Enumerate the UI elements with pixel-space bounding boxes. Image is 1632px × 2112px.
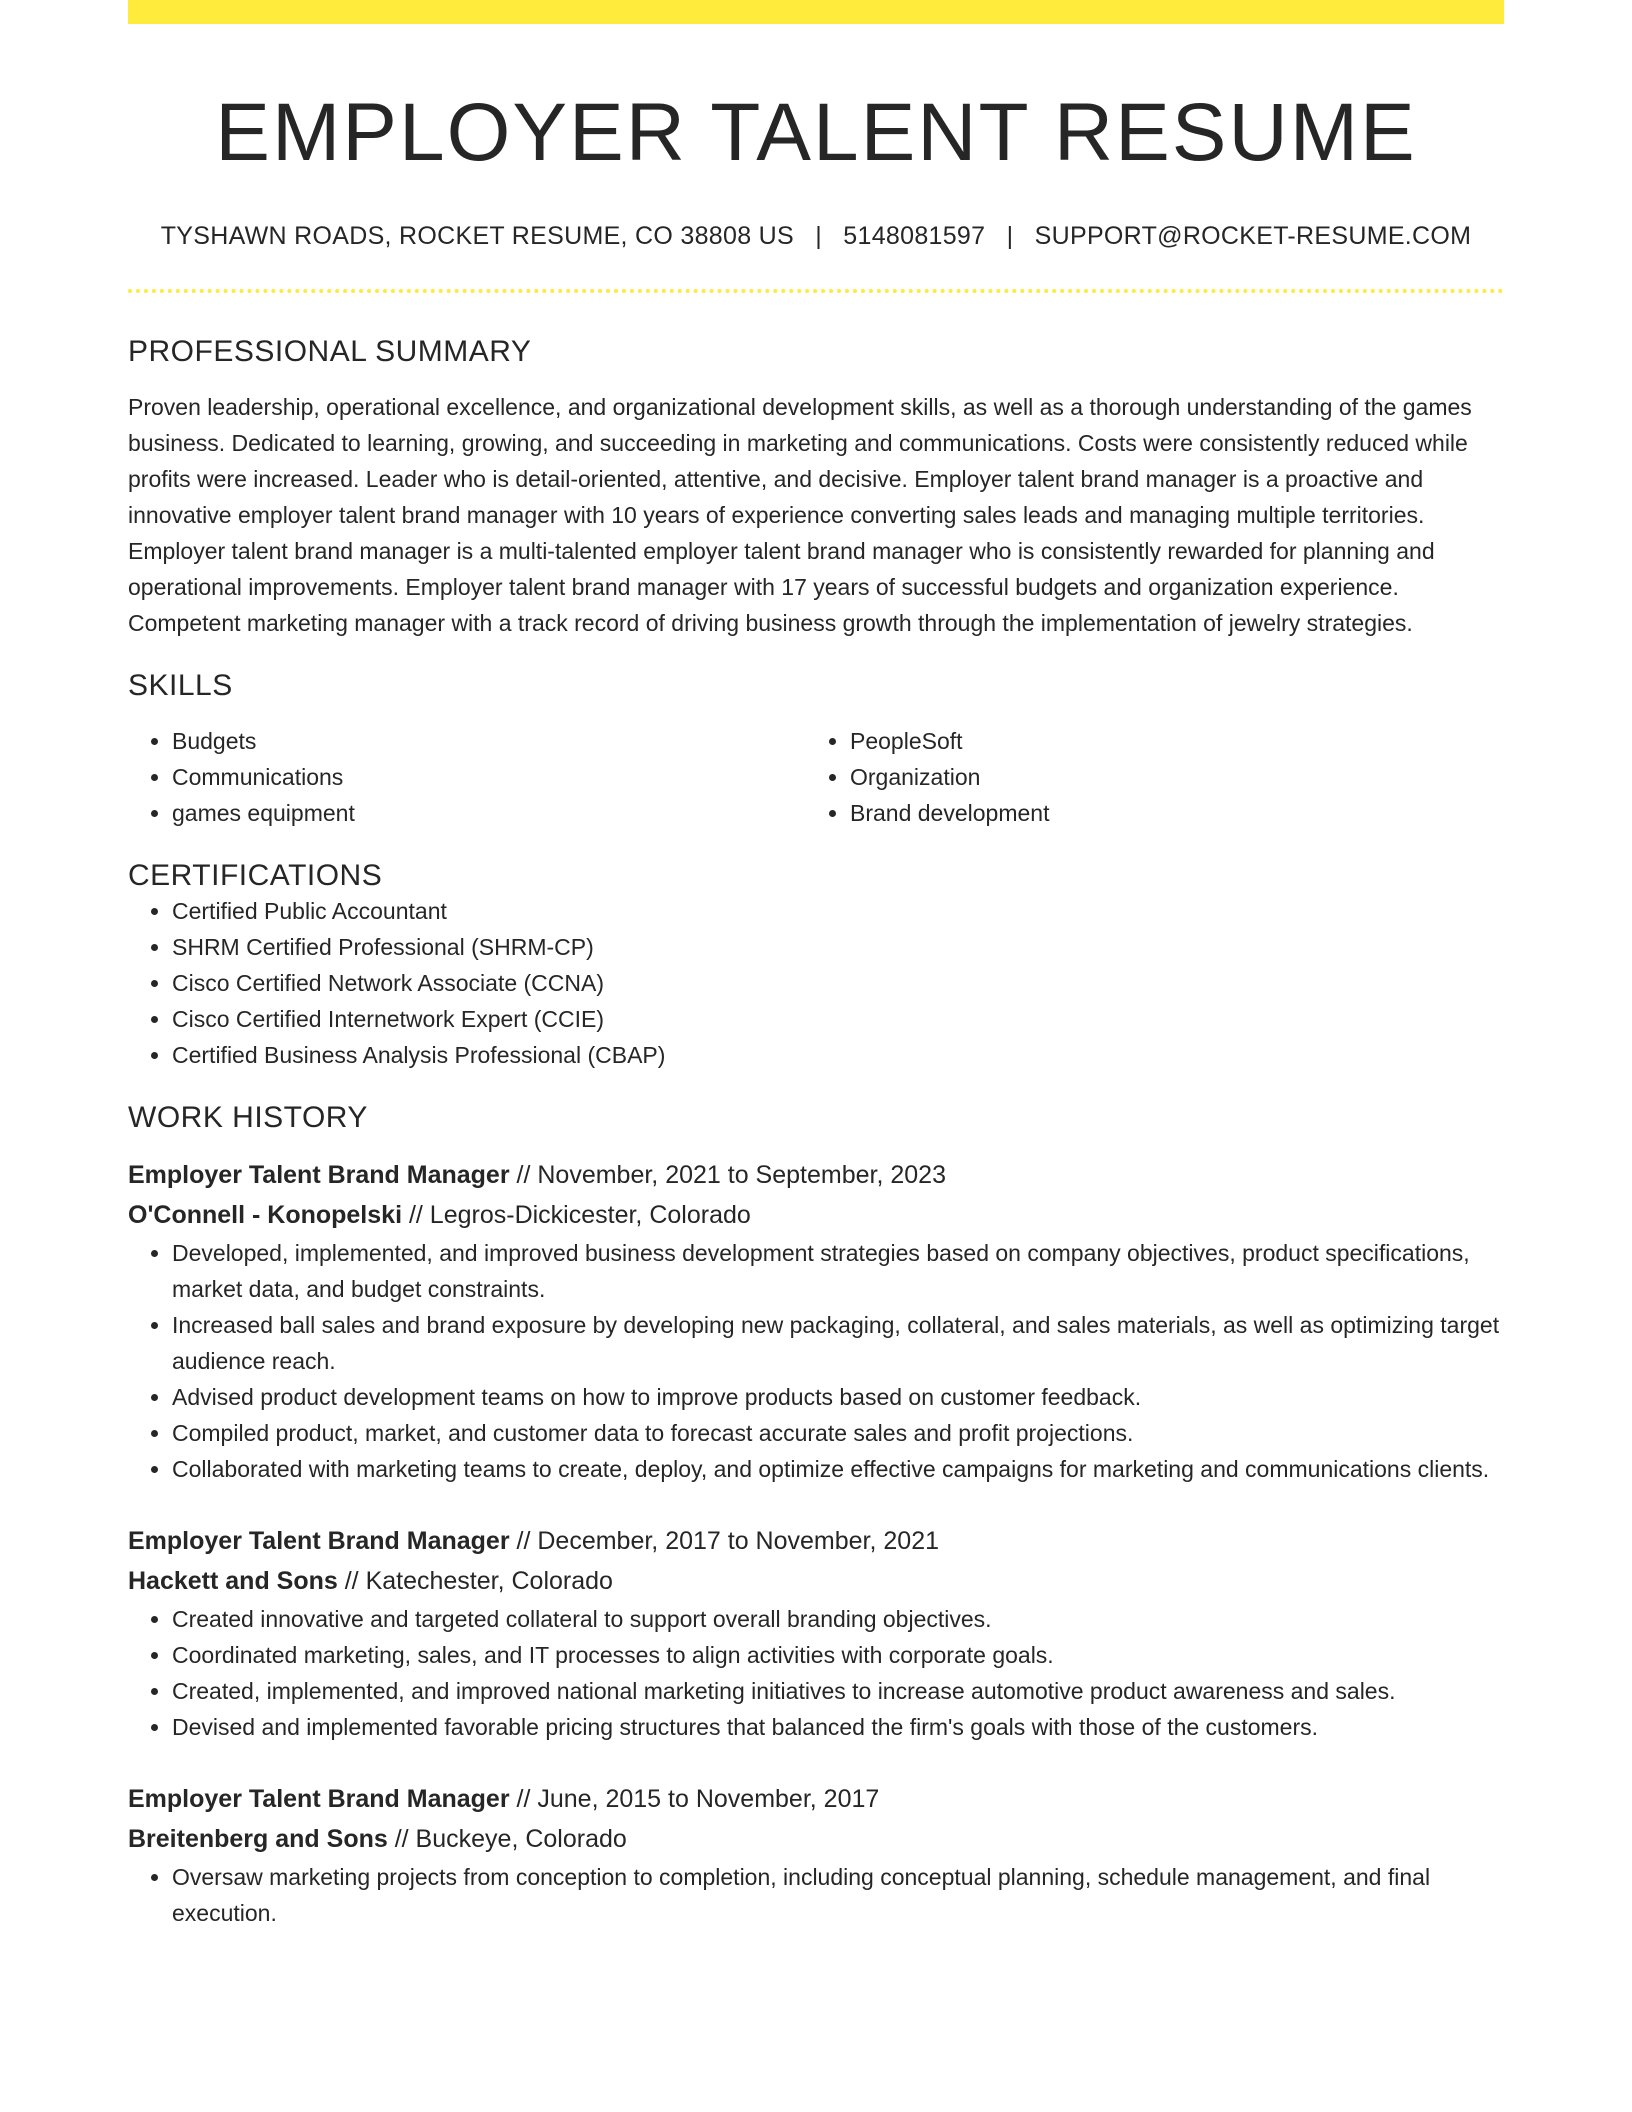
skills-list-right bbox=[806, 723, 1484, 831]
job-title: Employer Talent Brand Manager bbox=[128, 1527, 510, 1556]
certification-item: • Certified Business Analysis Professional (CBAP) bbox=[172, 1037, 1504, 1073]
job-company: Breitenberg and Sons bbox=[128, 1825, 388, 1854]
job-dates: // December, 2017 to November, 2021 bbox=[516, 1527, 940, 1556]
job-duty: • Oversaw marketing projects from conception to completion, including conceptual planning, schedule management, and final execution. bbox=[172, 1859, 1504, 1931]
contact-separator: | bbox=[1006, 222, 1014, 251]
skills-list-left bbox=[128, 723, 806, 831]
contact-line bbox=[128, 222, 1504, 251]
job-entry bbox=[128, 1779, 1504, 1931]
contact-email: SUPPORT@ROCKET-RESUME.COM bbox=[1034, 222, 1472, 251]
summary-text: Proven leadership, operational excellence, and organizational development skills, as well as a thorough understanding of the games business. Dedicated to learning, growing, and succeeding in marketing and communications. Costs were consistently reduced while profits were increased. Leader who is detail-oriented, attentive, and decisive. Employer talent brand manager is a proactive and innovative employer talent brand manager with 10 years of experience converting sales leads and managing multiple territories. Employer talent brand manager is a multi-talented employer talent brand manager who is consistently rewarded for planning and operational improvements. Employer talent brand manager with 17 years of successful budgets and organization experience. Competent marketing manager with a track record of driving business growth through the implementation of jewelry strategies. bbox=[128, 394, 1472, 637]
skills-grid bbox=[128, 723, 1504, 831]
job-dates: // November, 2021 to September, 2023 bbox=[516, 1161, 946, 1190]
job-company-line bbox=[128, 1195, 1504, 1235]
job-duty: • Created, implemented, and improved national marketing initiatives to increase automotive product awareness and sales. bbox=[172, 1673, 1504, 1709]
job-company-line bbox=[128, 1819, 1504, 1859]
contact-address: TYSHAWN ROADS, ROCKET RESUME, CO 38808 US bbox=[160, 222, 794, 251]
job-company: Hackett and Sons bbox=[128, 1567, 338, 1596]
job-title-line bbox=[128, 1521, 1504, 1561]
job-title: Employer Talent Brand Manager bbox=[128, 1161, 510, 1190]
job-location: // Buckeye, Colorado bbox=[394, 1825, 627, 1854]
job-duty: • Increased ball sales and brand exposure by developing new packaging, collateral, and sales materials, as well as optimizing target audience reach. bbox=[172, 1307, 1504, 1379]
job-duties-list bbox=[128, 1601, 1504, 1745]
resume-title: EMPLOYER TALENT RESUME bbox=[215, 87, 1417, 178]
work-history-heading: WORK HISTORY bbox=[128, 1101, 368, 1135]
job-dates: // June, 2015 to November, 2017 bbox=[516, 1785, 880, 1814]
summary-heading: PROFESSIONAL SUMMARY bbox=[128, 335, 532, 369]
job-duty: • Created innovative and targeted collateral to support overall branding objectives. bbox=[172, 1601, 1504, 1637]
certifications-list bbox=[128, 893, 1504, 1073]
skill-item: • Brand development bbox=[850, 795, 1484, 831]
certifications-heading: CERTIFICATIONS bbox=[128, 859, 383, 893]
job-company-line bbox=[128, 1561, 1504, 1601]
certification-item: • SHRM Certified Professional (SHRM-CP) bbox=[172, 929, 1504, 965]
job-duty: • Advised product development teams on how to improve products based on customer feedback. bbox=[172, 1379, 1504, 1415]
job-duty: • Coordinated marketing, sales, and IT processes to align activities with corporate goals. bbox=[172, 1637, 1504, 1673]
job-location: // Katechester, Colorado bbox=[344, 1567, 613, 1596]
job-entry bbox=[128, 1155, 1504, 1487]
skill-item: • PeopleSoft bbox=[850, 723, 1484, 759]
skill-item: • games equipment bbox=[172, 795, 806, 831]
job-location: // Legros-Dickicester, Colorado bbox=[408, 1201, 751, 1230]
job-title: Employer Talent Brand Manager bbox=[128, 1785, 510, 1814]
job-duties-list bbox=[128, 1859, 1504, 1931]
job-duty: • Devised and implemented favorable pricing structures that balanced the firm's goals with those of the customers. bbox=[172, 1709, 1504, 1745]
job-title-line bbox=[128, 1779, 1504, 1819]
job-duty: • Developed, implemented, and improved business development strategies based on company objectives, product specifications, market data, and budget constraints. bbox=[172, 1235, 1504, 1307]
skill-item: • Organization bbox=[850, 759, 1484, 795]
resume-page bbox=[128, 0, 1504, 1931]
job-title-line bbox=[128, 1155, 1504, 1195]
skill-item: • Budgets bbox=[172, 723, 806, 759]
skills-heading: SKILLS bbox=[128, 669, 233, 703]
skill-item: • Communications bbox=[172, 759, 806, 795]
certification-item: • Cisco Certified Network Associate (CCNA) bbox=[172, 965, 1504, 1001]
top-accent-bar bbox=[128, 0, 1504, 24]
certification-item: • Certified Public Accountant bbox=[172, 893, 1504, 929]
job-duty: • Compiled product, market, and customer data to forecast accurate sales and profit projections. bbox=[172, 1415, 1504, 1451]
certification-item: • Cisco Certified Internetwork Expert (CCIE) bbox=[172, 1001, 1504, 1037]
header-divider bbox=[128, 289, 1504, 293]
job-duties-list bbox=[128, 1235, 1504, 1487]
job-duty: • Collaborated with marketing teams to create, deploy, and optimize effective campaigns for marketing and communications clients. bbox=[172, 1451, 1504, 1487]
contact-phone: 5148081597 bbox=[843, 222, 986, 251]
job-entry bbox=[128, 1521, 1504, 1745]
job-company: O'Connell - Konopelski bbox=[128, 1201, 403, 1230]
contact-separator: | bbox=[815, 222, 823, 251]
